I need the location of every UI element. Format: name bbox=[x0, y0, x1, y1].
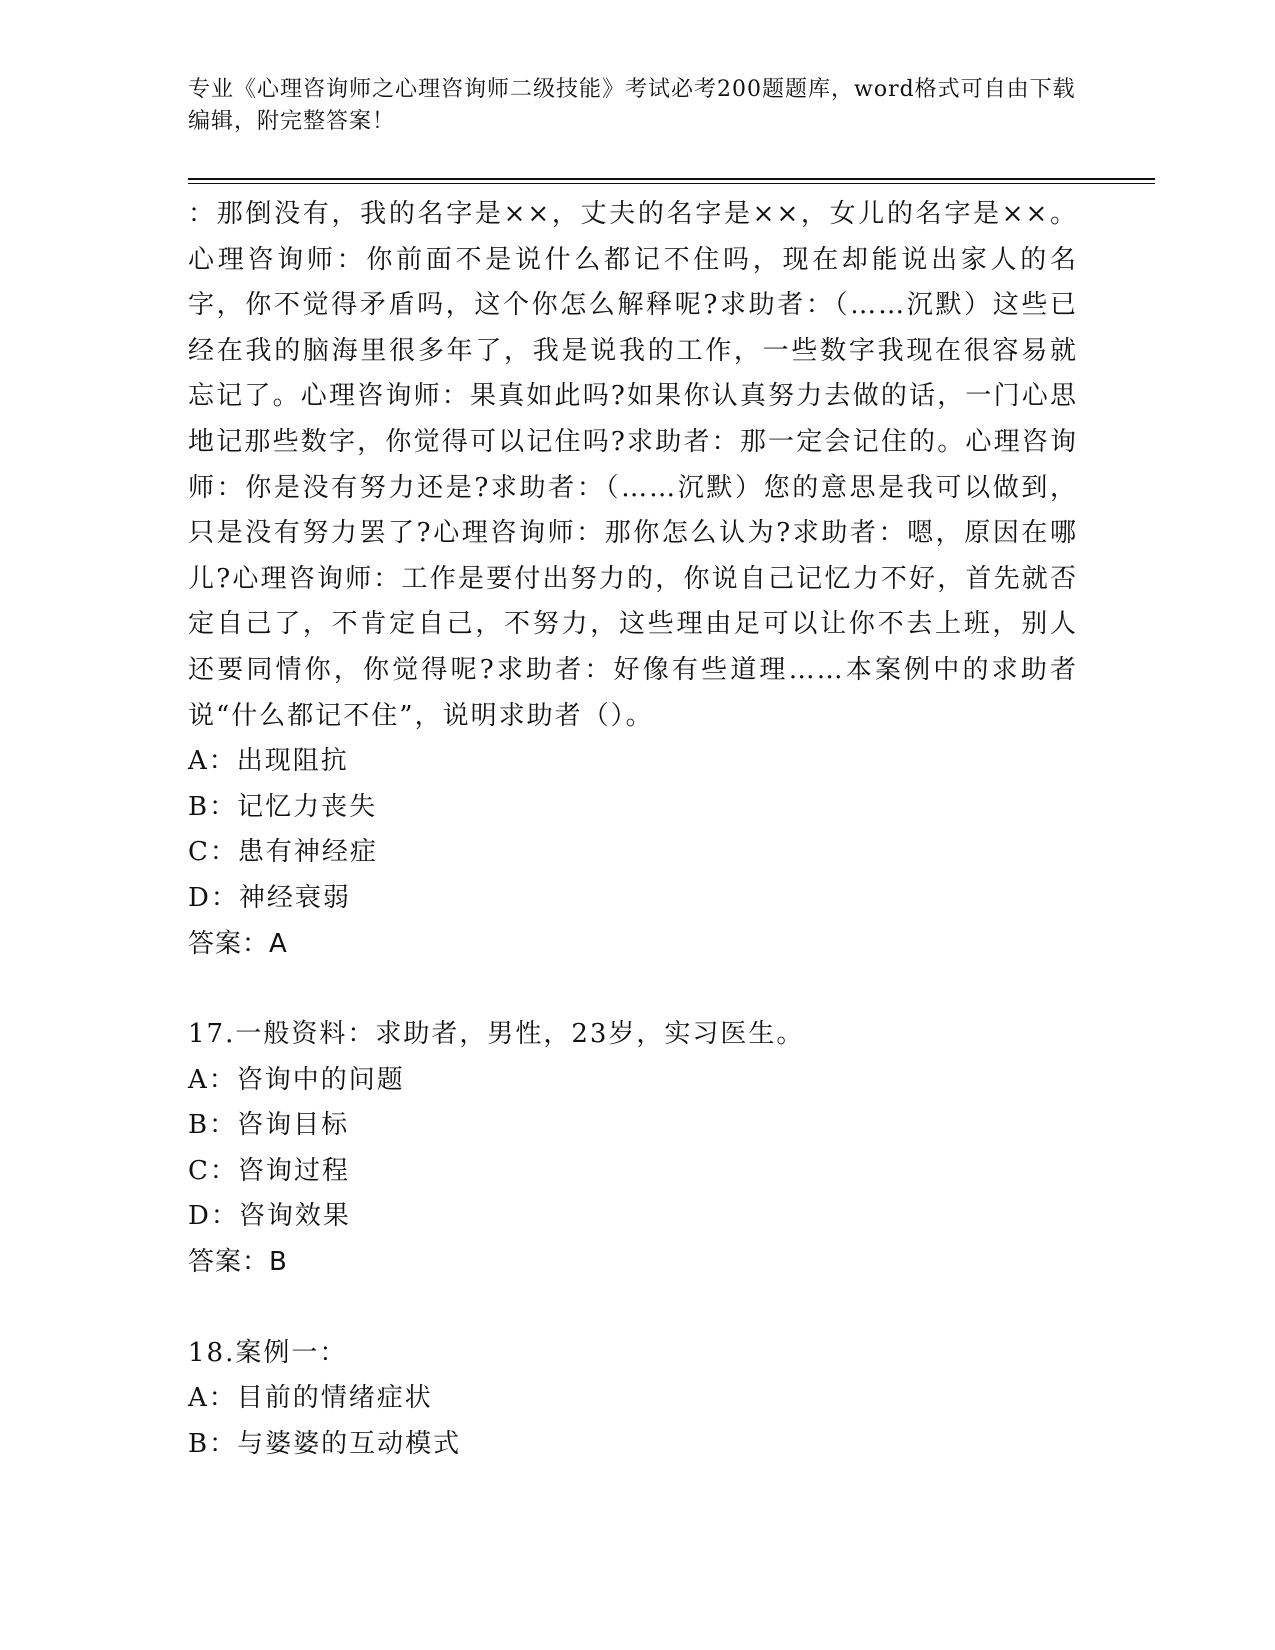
question-17 bbox=[188, 1012, 1078, 1286]
option-a: A：目前的情绪症状 bbox=[188, 1383, 433, 1414]
document-body bbox=[188, 192, 1078, 1467]
option-a: A：出现阻抗 bbox=[188, 746, 349, 777]
question-stem: 18.案例一： bbox=[188, 1337, 348, 1368]
question-18 bbox=[188, 1331, 1078, 1468]
question-16 bbox=[188, 192, 1078, 967]
question-spacer bbox=[188, 1286, 1078, 1331]
option-b: B：与婆婆的互动模式 bbox=[188, 1428, 462, 1459]
option-c: C：咨询过程 bbox=[188, 1155, 350, 1186]
answer-line: 答案：B bbox=[188, 1247, 288, 1278]
option-c: C：患有神经症 bbox=[188, 837, 378, 868]
header-divider-thin bbox=[188, 183, 1155, 184]
option-b: B：记忆力丧失 bbox=[188, 791, 378, 822]
option-d: D：神经衰弱 bbox=[188, 882, 351, 913]
question-spacer bbox=[188, 967, 1078, 1012]
header-divider-thick bbox=[188, 178, 1155, 180]
option-d: D：咨询效果 bbox=[188, 1201, 351, 1232]
option-b: B：咨询目标 bbox=[188, 1110, 350, 1141]
answer-line: 答案：A bbox=[188, 928, 288, 959]
question-stem: ：那倒没有，我的名字是××，丈夫的名字是××，女儿的名字是××。心理咨询师：你前面不是说什么都记不住吗，现在却能说出家人的名字，你不觉得矛盾吗，这个你怎么解释呢?求助者：（……沉默）这些已经在我的脑海里很多年了，我是说我的工作，一些数字我现在很容易就忘记了。心理咨询师：果真如此吗?如果你认真努力去做的话，一门心思地记那些数字，你觉得可以记住吗?求助者：那一定会记住的。心理咨询师：你是没有努力还是?求助者：（……沉默）您的意思是我可以做到，只是没有努力罢了?心理咨询师：那你怎么认为?求助者：嗯，原因在哪儿?心理咨询师：工作是要付出努力的，你说自己记忆力不好，首先就否定自己了，不肯定自己，不努力，这些理由足可以让你不去上班，别人还要同情你，你觉得呢?求助者：好像有些道理……本案例中的求助者说“什么都记不住”，说明求助者（）。 bbox=[188, 199, 1078, 731]
document-title: 专业《心理咨询师之心理咨询师二级技能》考试必考200题题库，word格式可自由下载编辑，附完整答案！ bbox=[188, 77, 1076, 134]
document-header bbox=[188, 74, 1088, 138]
option-a: A：咨询中的问题 bbox=[188, 1064, 405, 1095]
question-stem: 17.一般资料：求助者，男性，23岁，实习医生。 bbox=[188, 1019, 805, 1050]
